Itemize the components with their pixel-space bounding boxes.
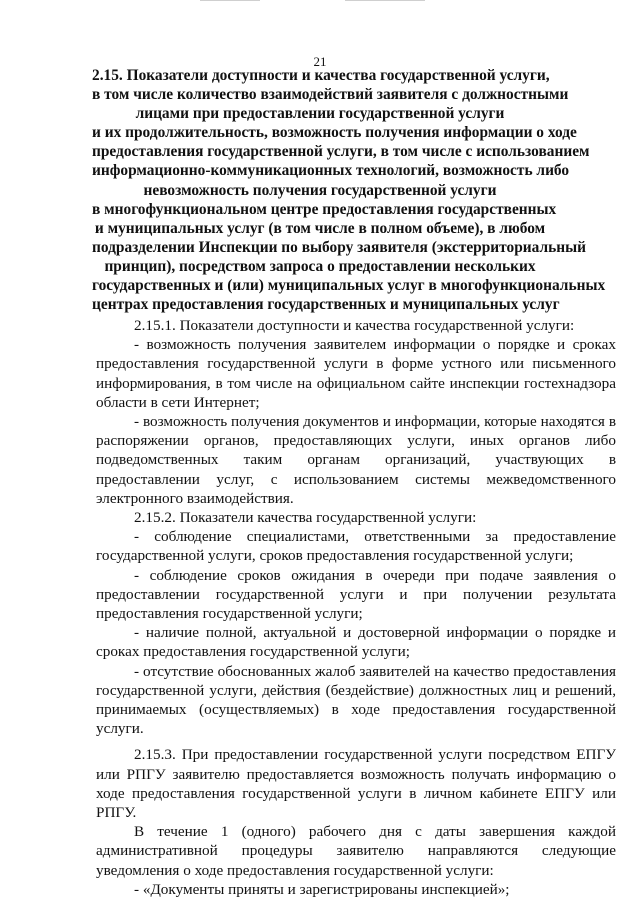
heading-line: подразделении Инспекции по выбору заявителя (экстерриториальный	[92, 238, 587, 256]
heading-line: лицами при предоставлении государственной услуги	[135, 105, 505, 123]
subsection-2-15-3-paragraph: 2.15.3. При предоставлении государственной услуги посредством ЕПГУ или РПГУ заявителю предоставляется возможность получать информацию о ходе предоставления государственной услуги в личном кабинете ЕПГУ или РПГУ.	[96, 746, 616, 822]
list-item: - «Документы приняты и зарегистрированы инспекцией»;	[134, 880, 510, 898]
heading-line: невозможность получения государственной услуги	[143, 181, 497, 199]
heading-line: центрах предоставления государственных и муниципальных услуг	[92, 296, 560, 314]
heading-line: 2.15. Показатели доступности и качества государственной услуги,	[92, 67, 550, 84]
heading-line: в многофункциональном центре предоставления государственных	[92, 200, 557, 218]
list-item: - соблюдение сроков ожидания в очереди при подаче заявления о предоставлении государственной услуги и при получении результата предоставления государственной услуги;	[96, 566, 616, 623]
section-heading	[92, 66, 606, 314]
heading-line: принцип), посредством запроса о предоставлении нескольких	[104, 257, 536, 275]
heading-line: информационно-коммуникационных технологий, возможность либо	[92, 162, 570, 180]
scan-edge-line-right	[345, 0, 425, 1]
subsection-title-2-15-2: 2.15.2. Показатели качества государственной услуги:	[134, 509, 477, 527]
list-item: - возможность получения заявителем информации о порядке и сроках предоставления государственной услуги в форме устного или письменного информирования, в том числе на официальном сайте инспекции гостехнадзора области в сети Интернет;	[96, 336, 616, 411]
subsection-title-2-15-1: 2.15.1. Показатели доступности и качества государственной услуги:	[134, 317, 575, 334]
heading-line: предоставления государственной услуги, в том числе с использованием	[92, 143, 590, 161]
page-number: 21	[313, 54, 327, 69]
list-item: - отсутствие обоснованных жалоб заявителей на качество предоставления государственной услуги, действия (бездействие) должностных лиц и решений, принимаемых (осуществляемых) в ходе предоставления государственной услуги.	[96, 662, 616, 738]
list-item: - соблюдение специалистами, ответственными за предоставление государственной услуги, сроков предоставления государственной услуги;	[96, 528, 616, 565]
heading-line: и их продолжительность, возможность получения информации о ходе	[92, 124, 577, 142]
scan-edge-line-left	[200, 0, 260, 1]
heading-line: в том числе количество взаимодействий заявителя с должностными	[92, 86, 569, 104]
notifications-intro-paragraph: В течение 1 (одного) рабочего дня с даты завершения каждой административной процедуры заявителю направляются следующие уведомления о ходе предоставления государственной услуги:	[96, 823, 616, 879]
list-item: - возможность получения документов и информации, которые находятся в распоряжении органов, предоставляющих услуги, иных органов либо подведомственных таким органам организаций, участвующих в предоставлении услуг, с использованием системы межведомственного электронного взаимодействия.	[96, 413, 616, 507]
list-item: - наличие полной, актуальной и достоверной информации о порядке и сроках предоставления государственной услуги;	[96, 624, 616, 661]
body-text	[96, 316, 616, 899]
heading-line: государственных и (или) муниципальных услуг в многофункциональных	[92, 277, 606, 295]
heading-line: и муниципальных услуг (в том числе в полном объеме), в любом	[94, 219, 546, 237]
